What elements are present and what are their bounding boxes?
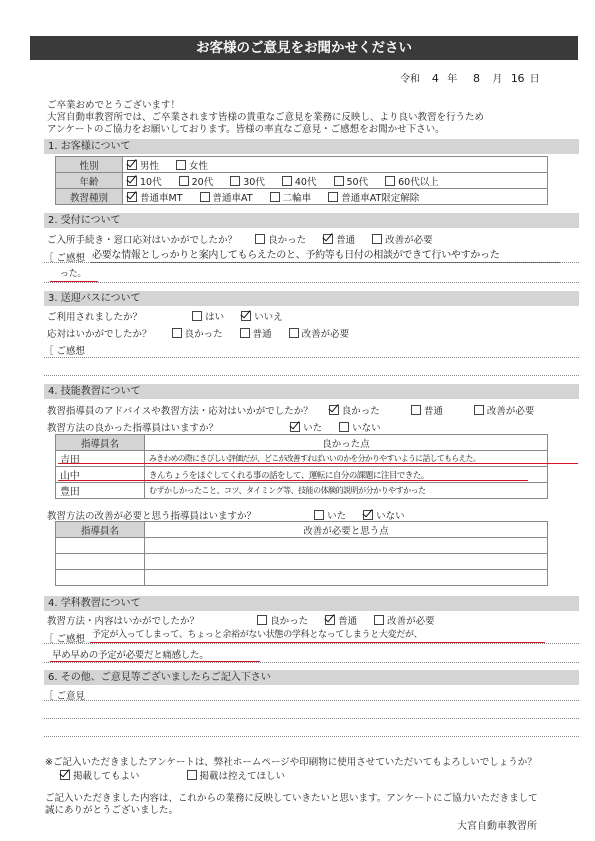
- date-line: [400, 70, 540, 85]
- good-table-row: [56, 451, 548, 467]
- bad-header-point: 改善が必要と思う点: [145, 522, 548, 538]
- good-row-1-point[interactable]: みきわめの際にきびしい評価だが、どこが改善すればいいのかを分かりやすいように話してもらえた。: [145, 451, 548, 467]
- checkbox-bus-yes[interactable]: [192, 311, 202, 321]
- comment-rule: [44, 357, 579, 358]
- bad-instructor-yes[interactable]: いた: [314, 508, 346, 522]
- comment-rule: [44, 718, 579, 719]
- academic-comment-line-2[interactable]: 早め早めの予定が必要だと痛感した。: [52, 650, 209, 661]
- red-underline: [58, 480, 528, 481]
- bad-row-2-name[interactable]: [56, 554, 145, 570]
- reception-comment-line-1[interactable]: 必要な情報としっかりと案内してもらえたのと、予約等も日付の相談ができて行いやすかった: [92, 250, 500, 261]
- checkbox-30s[interactable]: [230, 176, 240, 186]
- reception-question-text: ご入所手続き・窓口応対はいかがでしたか？: [47, 235, 238, 246]
- red-underline: [58, 463, 578, 464]
- bad-row-3-name[interactable]: [56, 570, 145, 586]
- skills-advice-question-text: 教習指導員のアドバイスや教習方法・応対はいかがでしたか？: [47, 406, 313, 417]
- bus-service-needs-improvement[interactable]: 改善が必要: [289, 326, 350, 340]
- course-type-options: [123, 189, 548, 205]
- checkbox-at[interactable]: [200, 192, 210, 202]
- comment-rule: [44, 662, 579, 663]
- academic-option-normal[interactable]: 普通: [325, 613, 357, 627]
- checkbox-reception-normal[interactable]: [323, 234, 333, 244]
- gender-label: 性別: [56, 157, 123, 173]
- checkbox-20s[interactable]: [179, 176, 189, 186]
- intro-line-2: 大宮自動車教習所では、ご卒業されます皆様の貴重なご意見を業務に反映し、より良い教習を行うため: [47, 112, 485, 123]
- good-row-3-name[interactable]: 豊田: [56, 483, 145, 499]
- course-type-label: 教習種別: [56, 189, 123, 205]
- age-label: 年齢: [56, 173, 123, 189]
- bad-row-3-point[interactable]: [145, 570, 548, 586]
- comment-rule: [44, 262, 579, 263]
- bad-table-row: [56, 538, 548, 554]
- customer-info-table: [55, 156, 548, 205]
- date-year-unit: 年: [447, 74, 458, 85]
- checkbox-publish-decline[interactable]: [187, 770, 197, 780]
- option-motorcycle[interactable]: 二輪車: [270, 190, 312, 204]
- age-row: [56, 173, 548, 189]
- checkbox-50s[interactable]: [334, 176, 344, 186]
- intro-line-1: ご卒業おめでとうございます！: [47, 100, 181, 111]
- checkbox-at-release[interactable]: [328, 192, 338, 202]
- good-instructor-question-text: 教習方法の良かった指導員はいますか？: [47, 423, 219, 434]
- section-1-heading: 1. お客様について: [44, 139, 579, 154]
- good-row-2-point[interactable]: きんちょうをほぐしてくれる事の話をして、運転に自分の課題に注目できた。: [145, 467, 548, 483]
- gender-row: [56, 157, 548, 173]
- good-instructor-question: [47, 420, 395, 434]
- section-3-heading: 3. 送迎バスについて: [44, 291, 579, 306]
- bus-use-yes[interactable]: はい: [192, 309, 224, 323]
- good-instructor-yes[interactable]: いた: [290, 420, 322, 434]
- section-4-heading: 4. 技能教習について: [44, 384, 579, 399]
- option-at[interactable]: 普通車AT: [200, 190, 253, 204]
- academic-question: [47, 613, 449, 627]
- skills-advice-needs-improvement[interactable]: 改善が必要: [474, 403, 535, 417]
- good-row-2-name[interactable]: 山中: [56, 467, 145, 483]
- skills-advice-question: [47, 403, 548, 417]
- comment-rule: [44, 736, 579, 737]
- bad-row-1-point[interactable]: [145, 538, 548, 554]
- bus-comment-label: ［ ご感想: [44, 346, 86, 357]
- option-60s-plus[interactable]: 60代以上: [385, 174, 439, 188]
- academic-option-needs-improvement[interactable]: 改善が必要: [374, 613, 435, 627]
- comment-rule: [44, 282, 579, 283]
- option-mt[interactable]: 普通車MT: [127, 190, 183, 204]
- bad-instructor-question: [47, 508, 419, 522]
- comment-rule: [44, 700, 579, 701]
- checkbox-publish-allow[interactable]: [60, 770, 70, 780]
- checkbox-bad-instructor-yes[interactable]: [314, 510, 324, 520]
- publish-decline[interactable]: 掲載は控えてほしい: [187, 768, 286, 782]
- good-row-1-name[interactable]: 吉田: [56, 451, 145, 467]
- checkbox-academic-good[interactable]: [257, 615, 267, 625]
- checkbox-bus-needs-improvement[interactable]: [289, 328, 299, 338]
- checkbox-bus-no[interactable]: [241, 311, 251, 321]
- bad-instructor-question-text: 教習方法の改善が必要と思う指導員はいますか？: [47, 511, 257, 522]
- course-type-row: [56, 189, 548, 205]
- other-comment-label: ［ ご意見: [44, 691, 86, 702]
- good-instructor-table: [55, 434, 548, 499]
- checkbox-academic-needs-improvement[interactable]: [374, 615, 384, 625]
- good-header-point: 良かった点: [145, 435, 548, 451]
- checkbox-good-instructor-yes[interactable]: [290, 422, 300, 432]
- bad-instructor-no[interactable]: いない: [363, 508, 405, 522]
- comment-rule: [44, 375, 579, 376]
- section-5-heading: 4. 学科教習について: [44, 596, 579, 611]
- reception-option-good[interactable]: 良かった: [255, 232, 306, 246]
- option-female[interactable]: 女性: [176, 158, 208, 172]
- checkbox-bus-good[interactable]: [172, 328, 182, 338]
- bus-service-question-text: 応対はいかがでしたか？: [47, 329, 152, 340]
- good-table-row: [56, 483, 548, 499]
- checkbox-reception-needs-improvement[interactable]: [372, 234, 382, 244]
- reception-comment-line-2[interactable]: った。: [60, 269, 87, 279]
- checkbox-motorcycle[interactable]: [270, 192, 280, 202]
- option-30s[interactable]: 30代: [230, 174, 265, 188]
- date-day-unit: 日: [529, 74, 540, 85]
- bus-use-no[interactable]: いいえ: [241, 309, 283, 323]
- bus-service-question: [47, 326, 363, 340]
- checkbox-female[interactable]: [176, 160, 186, 170]
- academic-question-text: 教習方法・内容はいかがでしたか？: [47, 616, 200, 627]
- gender-options: [123, 157, 548, 173]
- checkbox-bad-instructor-no[interactable]: [363, 510, 373, 520]
- intro-line-3: アンケートのご協力をお願いしております。皆様の率直なご意見・ご感想をお聞かせ下さい。: [47, 124, 445, 135]
- date-day[interactable]: 16: [510, 72, 525, 85]
- reception-option-needs-improvement[interactable]: 改善が必要: [372, 232, 433, 246]
- academic-comment-label: ［ ご感想: [44, 634, 86, 645]
- bad-instructor-table: [55, 521, 548, 586]
- checkbox-40s[interactable]: [282, 176, 292, 186]
- bad-row-1-name[interactable]: [56, 538, 145, 554]
- bad-row-2-point[interactable]: [145, 554, 548, 570]
- section-2-heading: 2. 受付について: [44, 213, 579, 228]
- date-month-unit: 月: [492, 74, 503, 85]
- checkbox-reception-good[interactable]: [255, 234, 265, 244]
- checkbox-male[interactable]: [127, 160, 137, 170]
- bus-use-question: [47, 309, 297, 323]
- closing-line-2: 誠にありがとうございました。: [45, 805, 179, 816]
- checkbox-good-instructor-no[interactable]: [339, 422, 349, 432]
- publish-options: [60, 768, 299, 782]
- option-at-release[interactable]: 普通車AT限定解除: [328, 190, 419, 204]
- publish-allow[interactable]: 掲載してもよい: [60, 768, 140, 782]
- option-10s[interactable]: 10代: [127, 174, 162, 188]
- bad-table-row: [56, 570, 548, 586]
- checkbox-academic-normal[interactable]: [325, 615, 335, 625]
- comment-rule: [44, 643, 579, 644]
- checkbox-60s-plus[interactable]: [385, 176, 395, 186]
- checkbox-bus-normal[interactable]: [240, 328, 250, 338]
- publish-question: ※ご記入いただきましたアンケートは、弊社ホームページや印刷物に使用させていただいてもよろしいでしょうか？: [45, 757, 537, 768]
- academic-comment-line-1[interactable]: 予定が入ってしまって、ちょっと余裕がない状態の学科となってしまうと大変だが、: [92, 630, 423, 640]
- checkbox-skills-needs-improvement[interactable]: [474, 405, 484, 415]
- good-table-header: [56, 435, 548, 451]
- checkbox-mt[interactable]: [127, 192, 137, 202]
- bad-table-row: [56, 554, 548, 570]
- option-50s[interactable]: 50代: [334, 174, 369, 188]
- date-year[interactable]: 4: [431, 72, 439, 85]
- checkbox-10s[interactable]: [127, 176, 137, 186]
- section-6-heading: 6. その他、ご意見等ございましたらご記入下さい: [44, 670, 579, 685]
- good-header-name: 指導員名: [56, 435, 145, 451]
- date-era: 令和: [400, 74, 420, 85]
- bad-table-header: [56, 522, 548, 538]
- bus-use-question-text: ご利用されましたか？: [47, 312, 143, 323]
- date-month[interactable]: 8: [473, 72, 480, 85]
- page-title: お客様のご意見をお聞かせください: [30, 36, 578, 60]
- bus-service-normal[interactable]: 普通: [240, 326, 272, 340]
- checkbox-skills-normal[interactable]: [411, 405, 421, 415]
- bad-header-name: 指導員名: [56, 522, 145, 538]
- skills-advice-good[interactable]: 良かった: [329, 403, 380, 417]
- school-name: 大宮自動車教習所: [457, 821, 537, 832]
- reception-option-normal[interactable]: 普通: [323, 232, 355, 246]
- academic-option-good[interactable]: 良かった: [257, 613, 308, 627]
- option-20s[interactable]: 20代: [179, 174, 214, 188]
- option-male[interactable]: 男性: [127, 158, 159, 172]
- reception-question: [47, 232, 447, 246]
- reception-comment-label: ［ ご感想: [44, 253, 86, 264]
- skills-advice-normal[interactable]: 普通: [411, 403, 443, 417]
- age-options: [123, 173, 548, 189]
- good-row-3-point[interactable]: むずかしかったこと、コツ、タイミング等、技能の体験的説明が分かりやすかった: [145, 483, 548, 499]
- option-40s[interactable]: 40代: [282, 174, 317, 188]
- bus-service-good[interactable]: 良かった: [172, 326, 223, 340]
- good-instructor-no[interactable]: いない: [339, 420, 381, 434]
- closing-line-1: ご記入いただきました内容は、これからの業務に反映していきたいと思います。アンケートにご協力いただきまして: [45, 793, 538, 804]
- checkbox-skills-good[interactable]: [329, 405, 339, 415]
